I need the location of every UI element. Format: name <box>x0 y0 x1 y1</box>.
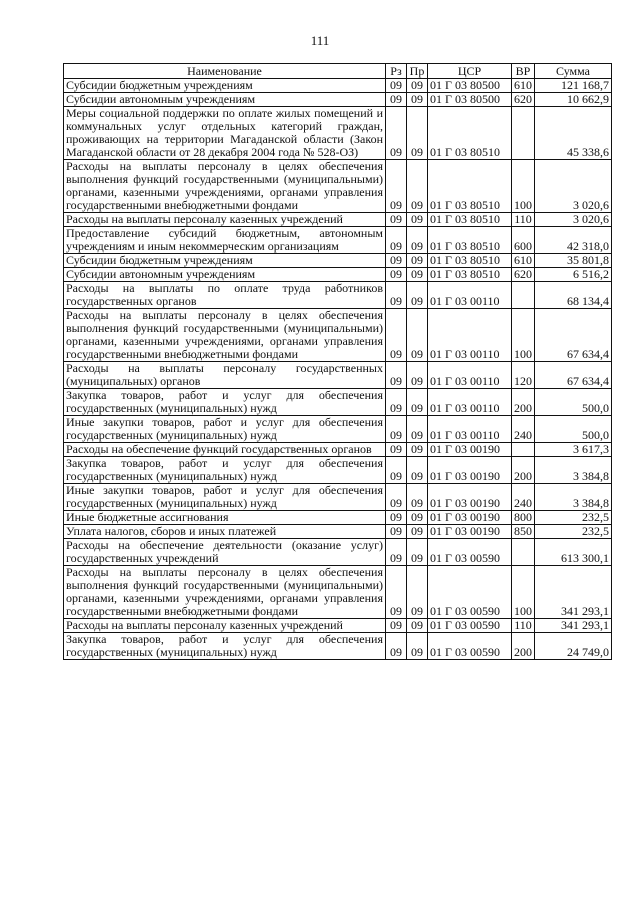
header-name: Наименование <box>64 64 386 79</box>
cell-vr <box>512 539 535 566</box>
cell-name: Иные бюджетные ассигнования <box>64 511 386 525</box>
cell-name: Расходы на выплаты по оплате труда работников государственных органов <box>64 282 386 309</box>
cell-rz: 09 <box>386 633 407 660</box>
cell-name: Расходы на выплаты персоналу в целях обеспечения выполнения функций государственными (муниципальными) органами, казенными учреждениями, органами управления государственными внебюджетными фондами <box>64 160 386 213</box>
cell-vr: 620 <box>512 93 535 107</box>
header-sum: Сумма <box>535 64 612 79</box>
table-row <box>64 107 612 160</box>
table-row <box>64 389 612 416</box>
cell-sum: 45 338,6 <box>535 107 612 160</box>
cell-vr: 800 <box>512 511 535 525</box>
cell-pr: 09 <box>407 107 428 160</box>
cell-rz: 09 <box>386 227 407 254</box>
cell-csr: 01 Г 03 00190 <box>428 443 512 457</box>
cell-name: Субсидии автономным учреждениям <box>64 268 386 282</box>
cell-pr: 09 <box>407 416 428 443</box>
table-row <box>64 160 612 213</box>
table-row <box>64 525 612 539</box>
cell-csr: 01 Г 03 80510 <box>428 268 512 282</box>
cell-pr: 09 <box>407 525 428 539</box>
cell-pr: 09 <box>407 443 428 457</box>
cell-rz: 09 <box>386 213 407 227</box>
cell-vr: 200 <box>512 389 535 416</box>
cell-rz: 09 <box>386 254 407 268</box>
cell-sum: 613 300,1 <box>535 539 612 566</box>
cell-rz: 09 <box>386 511 407 525</box>
cell-sum: 68 134,4 <box>535 282 612 309</box>
cell-csr: 01 Г 03 80500 <box>428 79 512 93</box>
cell-csr: 01 Г 03 00190 <box>428 457 512 484</box>
cell-name: Уплата налогов, сборов и иных платежей <box>64 525 386 539</box>
cell-pr: 09 <box>407 511 428 525</box>
table-row <box>64 362 612 389</box>
cell-name: Субсидии автономным учреждениям <box>64 93 386 107</box>
cell-rz: 09 <box>386 268 407 282</box>
cell-csr: 01 Г 03 00190 <box>428 511 512 525</box>
cell-vr: 240 <box>512 484 535 511</box>
cell-pr: 09 <box>407 457 428 484</box>
cell-vr: 100 <box>512 160 535 213</box>
cell-sum: 341 293,1 <box>535 566 612 619</box>
table-header-row <box>64 64 612 79</box>
cell-pr: 09 <box>407 633 428 660</box>
header-rz: Рз <box>386 64 407 79</box>
cell-rz: 09 <box>386 93 407 107</box>
page-number: 111 <box>310 33 330 48</box>
cell-name: Иные закупки товаров, работ и услуг для обеспечения государственных (муниципальных) нужд <box>64 416 386 443</box>
cell-vr: 240 <box>512 416 535 443</box>
cell-pr: 09 <box>407 282 428 309</box>
cell-vr <box>512 282 535 309</box>
cell-csr: 01 Г 03 00110 <box>428 282 512 309</box>
table-body <box>64 79 612 660</box>
cell-rz: 09 <box>386 389 407 416</box>
cell-csr: 01 Г 03 80500 <box>428 93 512 107</box>
cell-pr: 09 <box>407 309 428 362</box>
cell-pr: 09 <box>407 619 428 633</box>
cell-sum: 3 384,8 <box>535 484 612 511</box>
table-row <box>64 93 612 107</box>
cell-csr: 01 Г 03 00190 <box>428 484 512 511</box>
table-row <box>64 511 612 525</box>
cell-pr: 09 <box>407 389 428 416</box>
cell-csr: 01 Г 03 00590 <box>428 619 512 633</box>
cell-pr: 09 <box>407 566 428 619</box>
cell-csr: 01 Г 03 80510 <box>428 213 512 227</box>
cell-sum: 35 801,8 <box>535 254 612 268</box>
cell-csr: 01 Г 03 00110 <box>428 416 512 443</box>
table-row <box>64 79 612 93</box>
cell-sum: 3 020,6 <box>535 160 612 213</box>
cell-vr: 200 <box>512 633 535 660</box>
cell-name: Закупка товаров, работ и услуг для обеспечения государственных (муниципальных) нужд <box>64 457 386 484</box>
cell-vr: 200 <box>512 457 535 484</box>
cell-pr: 09 <box>407 93 428 107</box>
cell-rz: 09 <box>386 484 407 511</box>
cell-name: Расходы на обеспечение функций государственных органов <box>64 443 386 457</box>
cell-rz: 09 <box>386 362 407 389</box>
cell-vr: 100 <box>512 566 535 619</box>
table-row <box>64 282 612 309</box>
cell-name: Расходы на обеспечение деятельности (оказание услуг) государственных учреждений <box>64 539 386 566</box>
cell-vr: 110 <box>512 213 535 227</box>
cell-vr <box>512 107 535 160</box>
cell-name: Иные закупки товаров, работ и услуг для обеспечения государственных (муниципальных) нужд <box>64 484 386 511</box>
cell-sum: 3 617,3 <box>535 443 612 457</box>
cell-rz: 09 <box>386 457 407 484</box>
cell-sum: 3 384,8 <box>535 457 612 484</box>
cell-name: Закупка товаров, работ и услуг для обеспечения государственных (муниципальных) нужд <box>64 633 386 660</box>
cell-rz: 09 <box>386 566 407 619</box>
cell-vr: 850 <box>512 525 535 539</box>
cell-csr: 01 Г 03 00590 <box>428 566 512 619</box>
cell-pr: 09 <box>407 227 428 254</box>
cell-rz: 09 <box>386 619 407 633</box>
cell-rz: 09 <box>386 309 407 362</box>
cell-csr: 01 Г 03 00110 <box>428 362 512 389</box>
cell-pr: 09 <box>407 213 428 227</box>
cell-sum: 500,0 <box>535 416 612 443</box>
cell-vr <box>512 443 535 457</box>
cell-rz: 09 <box>386 525 407 539</box>
header-csr: ЦСР <box>428 64 512 79</box>
cell-csr: 01 Г 03 80510 <box>428 160 512 213</box>
table-row <box>64 416 612 443</box>
cell-sum: 67 634,4 <box>535 362 612 389</box>
table-row <box>64 443 612 457</box>
header-vr: ВР <box>512 64 535 79</box>
cell-vr: 110 <box>512 619 535 633</box>
cell-name: Расходы на выплаты персоналу в целях обеспечения выполнения функций государственными (муниципальными) органами, казенными учреждениями, органами управления государственными внебюджетными фондами <box>64 309 386 362</box>
cell-pr: 09 <box>407 539 428 566</box>
cell-name: Расходы на выплаты персоналу государственных (муниципальных) органов <box>64 362 386 389</box>
table-row <box>64 539 612 566</box>
table-row <box>64 227 612 254</box>
cell-sum: 341 293,1 <box>535 619 612 633</box>
cell-csr: 01 Г 03 80510 <box>428 254 512 268</box>
cell-rz: 09 <box>386 107 407 160</box>
cell-sum: 42 318,0 <box>535 227 612 254</box>
cell-name: Предоставление субсидий бюджетным, автономным учреждениям и иным некоммерческим организациям <box>64 227 386 254</box>
cell-name: Расходы на выплаты персоналу казенных учреждений <box>64 213 386 227</box>
cell-vr: 100 <box>512 309 535 362</box>
cell-csr: 01 Г 03 00590 <box>428 539 512 566</box>
cell-csr: 01 Г 03 00590 <box>428 633 512 660</box>
cell-pr: 09 <box>407 79 428 93</box>
cell-sum: 500,0 <box>535 389 612 416</box>
cell-rz: 09 <box>386 443 407 457</box>
cell-sum: 6 516,2 <box>535 268 612 282</box>
cell-name: Меры социальной поддержки по оплате жилых помещений и коммунальных услуг отдельных категорий граждан, проживающих на территории Магаданской области (Закон Магаданской области от 28 декабря 2004 года № 528-ОЗ) <box>64 107 386 160</box>
cell-pr: 09 <box>407 362 428 389</box>
cell-sum: 67 634,4 <box>535 309 612 362</box>
cell-rz: 09 <box>386 160 407 213</box>
cell-csr: 01 Г 03 00110 <box>428 309 512 362</box>
cell-csr: 01 Г 03 00190 <box>428 525 512 539</box>
cell-sum: 232,5 <box>535 525 612 539</box>
cell-name: Субсидии бюджетным учреждениям <box>64 254 386 268</box>
cell-vr: 620 <box>512 268 535 282</box>
cell-name: Расходы на выплаты персоналу казенных учреждений <box>64 619 386 633</box>
cell-pr: 09 <box>407 268 428 282</box>
cell-sum: 10 662,9 <box>535 93 612 107</box>
cell-pr: 09 <box>407 484 428 511</box>
table-row <box>64 309 612 362</box>
cell-sum: 232,5 <box>535 511 612 525</box>
table-row <box>64 566 612 619</box>
cell-csr: 01 Г 03 00110 <box>428 389 512 416</box>
cell-vr: 610 <box>512 254 535 268</box>
cell-rz: 09 <box>386 79 407 93</box>
cell-rz: 09 <box>386 539 407 566</box>
cell-csr: 01 Г 03 80510 <box>428 227 512 254</box>
table-row <box>64 633 612 660</box>
cell-rz: 09 <box>386 416 407 443</box>
budget-table <box>63 63 612 660</box>
table-row <box>64 619 612 633</box>
cell-sum: 24 749,0 <box>535 633 612 660</box>
cell-pr: 09 <box>407 254 428 268</box>
cell-name: Субсидии бюджетным учреждениям <box>64 79 386 93</box>
cell-csr: 01 Г 03 80510 <box>428 107 512 160</box>
table-row <box>64 254 612 268</box>
table-row <box>64 268 612 282</box>
table-row <box>64 457 612 484</box>
table-row <box>64 213 612 227</box>
table-row <box>64 484 612 511</box>
cell-sum: 3 020,6 <box>535 213 612 227</box>
cell-vr: 600 <box>512 227 535 254</box>
cell-name: Расходы на выплаты персоналу в целях обеспечения выполнения функций государственными (муниципальными) органами, казенными учреждениями, органами управления государственными внебюджетными фондами <box>64 566 386 619</box>
cell-vr: 610 <box>512 79 535 93</box>
cell-pr: 09 <box>407 160 428 213</box>
cell-rz: 09 <box>386 282 407 309</box>
cell-vr: 120 <box>512 362 535 389</box>
header-pr: Пр <box>407 64 428 79</box>
cell-sum: 121 168,7 <box>535 79 612 93</box>
cell-name: Закупка товаров, работ и услуг для обеспечения государственных (муниципальных) нужд <box>64 389 386 416</box>
